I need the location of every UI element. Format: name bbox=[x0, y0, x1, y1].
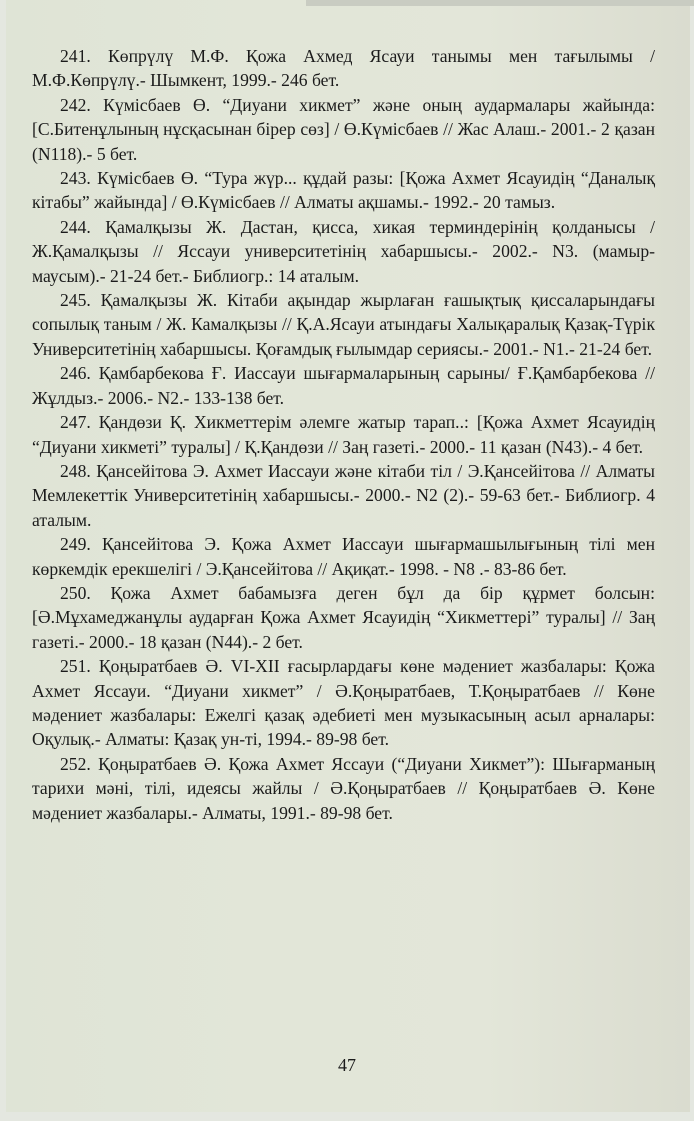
bibliography-entry-247: 247. Қандөзи Қ. Хикметтерім әлемге жатыр тарап..: [Қожа Ахмет Ясауидің “Диуани хикметі” туралы] / Қ.Қандөзи // Заң газеті.- 2000.- 11 қазан (N43).- 4 бет. bbox=[32, 412, 655, 457]
bibliography-entry-244: 244. Қамалқызы Ж. Дастан, қисса, хикая терминдерінің қолданысы / Ж.Қамалқызы // Яссауи университетінің хабаршысы.- 2002.- N3. (мамыр-маусым).- 21-24 бет.- Библиогр.: 14 аталым. bbox=[32, 216, 655, 286]
page-edge-shadow bbox=[306, 0, 694, 6]
bibliography-entry-252: 252. Қоңыратбаев Ә. Қожа Ахмет Яссауи (“Диуани Хикмет”): Шығарманың тарихи мәні, тілі, идеясы жайлы / Ә.Қоңыратбаев // Қоңыратбаев Ә. Көне мәдениет жазбалары.- Алматы, 1991.- 89-98 бет. bbox=[32, 753, 655, 823]
bibliography-entry-241: 241. Көпрүлү М.Ф. Қожа Ахмед Ясауи танымы мен тағылымы / М.Ф.Көпрүлү.- Шымкент, 1999.- 246 бет. bbox=[32, 46, 655, 91]
bibliography-entry-251: 251. Қоңыратбаев Ә. VI-XII ғасырлардағы көне мәдениет жазбалары: Қожа Ахмет Яссауи. “Диуани хикмет” / Ә.Қоңыратбаев, Т.Қоңыратбаев // Көне мәдениет жазбалары: Ежелгі қазақ әдебиеті мен музыкасының асыл арналары: Оқулық.- Алматы: Қазақ ун-ті, 1994.- 89-98 бет. bbox=[32, 656, 655, 750]
bibliography-entry-249: 249. Қансейітова Э. Қожа Ахмет Иассауи шығармашылығының тілі мен көркемдік ерекшелігі / Э.Қансейітова // Ақиқат.- 1998. - N8 .- 83-86 бет. bbox=[32, 534, 655, 579]
bibliography-list bbox=[32, 44, 655, 825]
bibliography-entry-242: 242. Күмісбаев Ө. “Диуани хикмет” және оның аудармалары жайында: [С.Битенұлының нұсқасынан бірер сөз] / Ө.Күмісбаев // Жас Алаш.- 2001.- 2 қазан (N118).- 5 бет. bbox=[32, 94, 655, 164]
bibliography-entry-250: 250. Қожа Ахмет бабамызға деген бұл да бір құрмет болсын: [Ә.Мұхамеджанұлы аударған Қожа Ахмет Ясауидің “Хикметтері” туралы] // Заң газеті.- 2000.- 18 қазан (N44).- 2 бет. bbox=[32, 582, 655, 652]
bibliography-entry-243: 243. Күмісбаев Ө. “Тура жүр... құдай разы: [Қожа Ахмет Ясауидің “Даналық кітабы” жайында] / Ө.Күмісбаев // Алматы ақшамы.- 1992.- 20 тамыз. bbox=[32, 168, 655, 213]
bibliography-entry-246: 246. Қамбарбекова Ғ. Иассауи шығармаларының сарыны/ Ғ.Қамбарбекова // Жұлдыз.- 2006.- N2.- 133-138 бет. bbox=[32, 363, 655, 408]
bibliography-entry-245: 245. Қамалқызы Ж. Кітаби ақындар жырлаған ғашықтық қиссаларындағы сопылық таным / Ж. Камалқызы // Қ.А.Ясауи атындағы Халықаралық Қазақ-Түрік Университетінің хабаршысы. Қоғамдық ғылымдар сериясы.- 2001.- N1.- 21-24 бет. bbox=[32, 290, 655, 359]
page-number: 47 bbox=[338, 1055, 356, 1075]
bibliography-entry-248: 248. Қансейітова Э. Ахмет Иассауи және кітаби тіл / Э.Қансейітова // Алматы Мемлекеттік Университетінің хабаршысы.- 2000.- N2 (2).- 59-63 бет.- Библиогр. 4 аталым. bbox=[32, 460, 655, 530]
